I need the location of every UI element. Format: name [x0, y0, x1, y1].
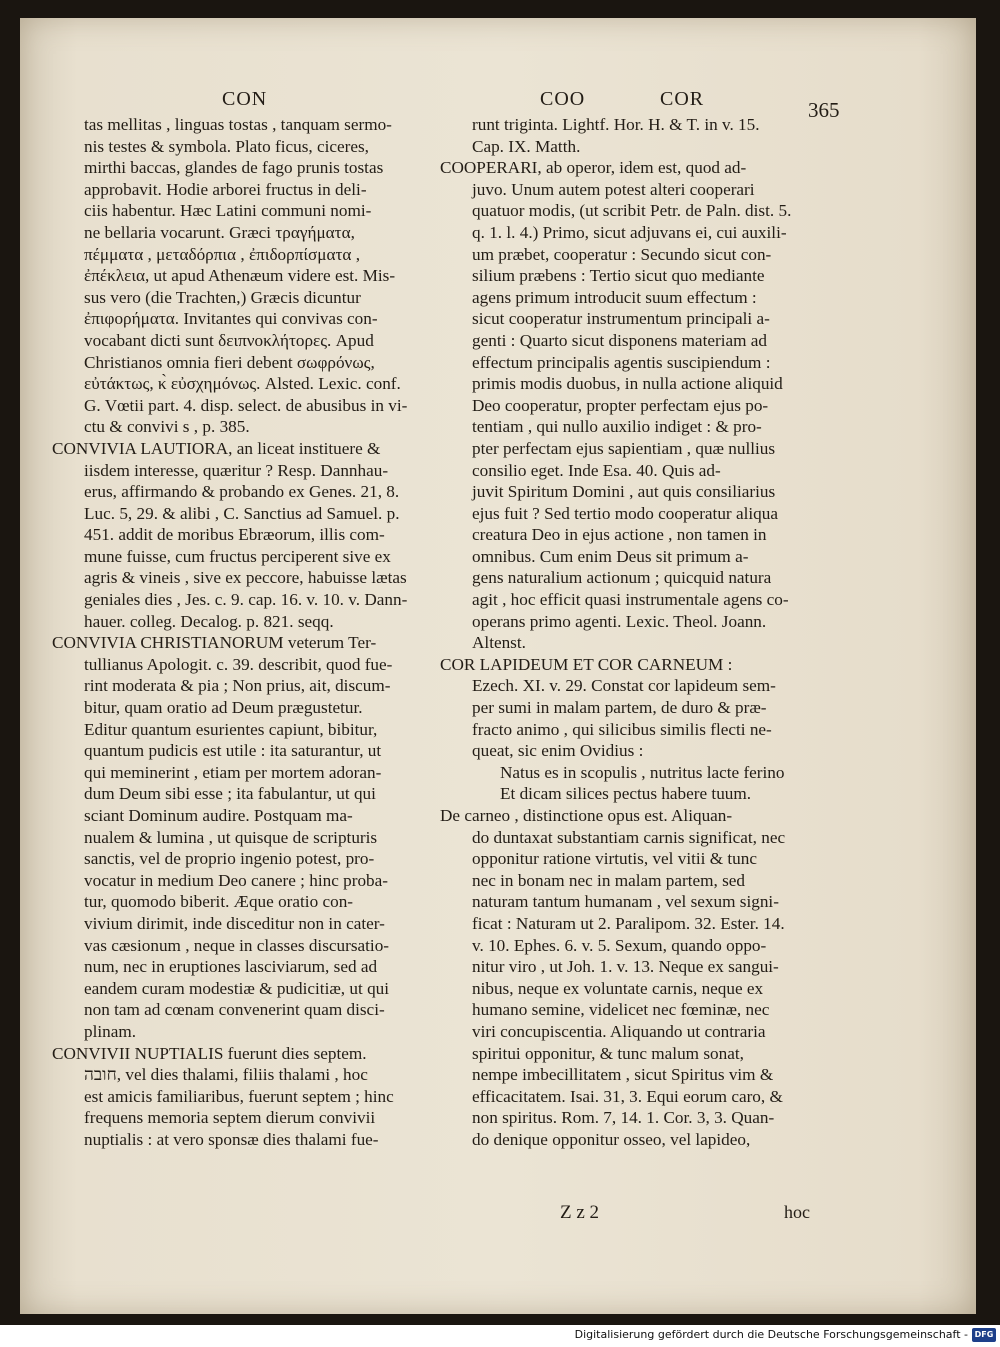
text-line: CONVIVII NUPTIALIS fuerunt dies septem. [52, 1043, 367, 1063]
text-line: primis modis duobus, in nulla actione aliquid [472, 374, 783, 394]
signature-mark: Z z 2 [560, 1202, 600, 1223]
text-line: q. 1. l. 4.) Primo, sicut adjuvans ei, cui auxili- [472, 222, 787, 242]
text-line: tur, quomodo biberit. Æque oratio con- [84, 892, 354, 912]
page-number: 365 [808, 98, 840, 122]
text-line: approbavit. Hodie arborei fructus in deli- [84, 179, 367, 199]
text-line: hauer. colleg. Decalog. p. 821. seqq. [84, 611, 334, 631]
text-line: efficacitatem. Isai. 31, 3. Equi eorum caro, & [472, 1086, 783, 1106]
text-line: opponitur ratione virtutis, vel vitii & tunc [472, 849, 757, 869]
text-line: Ezech. XI. v. 29. Constat cor lapideum sem- [472, 676, 776, 696]
text-line: COOPERARI, ab operor, idem est, quod ad- [440, 158, 747, 178]
text-line: sicut cooperatur instrumentum principali a- [472, 309, 770, 329]
text-line: sciant Dominum audire. Postquam ma- [84, 806, 353, 825]
text-line: silium præbens : Tertio sicut quo mediante [472, 266, 765, 286]
text-line: frequens memoria septem dierum convivii [84, 1108, 376, 1128]
text-line: gens naturalium actionum ; quicquid natura [472, 568, 772, 588]
text-line: ctu & convivi s , p. 385. [84, 417, 250, 437]
digitization-strip [0, 1325, 1000, 1347]
text-line: CONVIVIA CHRISTIANORUM veterum Ter- [52, 633, 377, 653]
running-head-middle-right: COR [660, 88, 705, 110]
text-line: πέμματα , μεταδόρπια , ἐπιδορπίσματα , [84, 244, 361, 264]
text-line: rint moderata & pia ; Non prius, ait, discum- [84, 676, 391, 696]
text-line: Christianos omnia fieri debent σωφρόνως, [84, 352, 375, 372]
running-head-left: CON [222, 88, 268, 110]
text-line: nis testes & symbola. Plato ficus, ciceres, [84, 136, 369, 156]
text-line: nuptialis : at vero sponsæ dies thalami fue- [84, 1129, 379, 1149]
text-line: qui meminerint , etiam per mortem adoran- [84, 762, 382, 782]
text-line: v. 10. Ephes. 6. v. 5. Sexum, quando oppo- [472, 935, 767, 955]
text-line: Deo cooperatur, propter perfectam ejus po- [472, 395, 769, 415]
text-line: non spiritus. Rom. 7, 14. 1. Cor. 3, 3. Quan- [472, 1108, 775, 1128]
text-line: juvo. Unum autem potest alteri cooperari [472, 179, 755, 199]
text-line: vivium dirimit, inde disceditur non in cater- [84, 913, 385, 933]
text-line: G. Vœtii part. 4. disp. select. de abusibus in vi- [84, 395, 408, 415]
text-line: nitur viro , ut Joh. 1. v. 13. Neque ex sangui- [472, 957, 779, 977]
text-line: vas cæsionum , neque in classes discursatio- [84, 935, 390, 955]
text-line: erus, affirmando & probando ex Genes. 21, 8. [84, 482, 400, 502]
text-line: ficat : Naturam ut 2. Paralipom. 32. Ester. 14. [472, 913, 785, 933]
text-line: Altenst. [472, 633, 526, 653]
text-line: nualem & lumina , ut quisque de scripturis [84, 827, 378, 847]
text-line: Cap. IX. Matth. [472, 136, 581, 156]
text-line: effectum principalis agentis suscipiendum : [472, 352, 771, 372]
text-line: Et dicam silices pectus habere tuum. [500, 784, 752, 804]
text-line: runt triginta. Lightf. Hor. H. & T. in v. 15. [472, 115, 760, 134]
text-line: creatura Deo in ejus actione , non tamen in [472, 525, 767, 545]
text-line: vocabant dicti sunt δειπνοκλήτορες. Apud [84, 330, 374, 350]
text-line: Natus es in scopulis , nutritus lacte ferino [500, 762, 785, 782]
text-line: tas mellitas , linguas tostas , tanquam sermo- [84, 115, 392, 134]
left-text-column [52, 114, 438, 1151]
text-line: εὐτάκτως, κ̀ εὐσχημόνως. Alsted. Lexic. conf. [84, 374, 401, 394]
text-line: tullianus Apologit. c. 39. describit, quod fue- [84, 654, 393, 674]
text-line: mirthi baccas, glandes de fago prunis tostas [84, 158, 384, 178]
text-line: per sumi in malam partem, de duro & præ- [472, 698, 767, 718]
text-line: do denique opponitur osseo, vel lapideo, [472, 1129, 751, 1149]
text-line: COR LAPIDEUM ET COR CARNEUM : [440, 654, 733, 674]
text-line: חובה, vel dies thalami, filiis thalami , hoc [84, 1065, 368, 1085]
text-line: mune fuisse, cum fructus perciperent sive ex [84, 546, 391, 566]
text-line: queat, sic enim Ovidius : [472, 741, 644, 761]
text-line: Editur quantum esurientes capiunt, bibitur, [84, 719, 378, 739]
text-line: fracto animo , qui silicibus similis flecti ne- [472, 719, 772, 739]
text-line: eandem curam modestiæ & pudicitiæ, ut qui [84, 978, 390, 998]
text-line: quantum pudicis est utile : ita saturantur, ut [84, 741, 382, 761]
text-line: genti : Quarto sicut disponens materiam ad [472, 330, 767, 350]
text-line: dum Deum sibi esse ; ita fabulantur, ut qui [84, 784, 376, 804]
text-line: um præbet, cooperatur : Secundo sicut con- [472, 244, 772, 264]
text-line: vocatur in medium Deo canere ; hinc proba- [84, 870, 389, 890]
text-line: viri concupiscentia. Aliquando ut contraria [472, 1021, 766, 1041]
dfg-logo: DFG [972, 1328, 996, 1342]
funding-notice: Digitalisierung gefördert durch die Deutsche Forschungsgemeinschaft - [574, 1328, 968, 1341]
text-line: non tam ad cœnam convenerint quam disci- [84, 1000, 385, 1020]
text-line: est amicis familiaribus, fuerunt septem ; hinc [84, 1086, 394, 1106]
text-line: De carneo , distinctione opus est. Aliquan- [440, 806, 733, 825]
text-line: sanctis, vel de proprio ingenio potest, pro- [84, 849, 375, 869]
text-line: tentiam , qui nullo auxilio indiget : & pro- [472, 417, 762, 437]
catchword: hoc [784, 1202, 810, 1222]
text-line: ἐπέκλεια, ut apud Athenæum videre est. Mis- [84, 266, 396, 286]
text-line: spiritui opponitur, & tunc malum sonat, [472, 1043, 744, 1063]
text-line: bitur, quam oratio ad Deum prægustetur. [84, 698, 363, 718]
text-line: geniales dies , Jes. c. 9. cap. 16. v. 10. v. Dann- [84, 590, 408, 610]
text-line: CONVIVIA LAUTIORA, an liceat instituere & [52, 438, 381, 458]
text-line: agris & vineis , sive ex peccore, habuisse lætas [84, 568, 407, 588]
text-line: agit , hoc efficit quasi instrumentale agens co- [472, 590, 789, 610]
text-line: ejus fuit ? Sed tertio modo cooperatur aliqua [472, 503, 778, 523]
text-line: sus vero (die Trachten,) Græcis dicuntur [84, 287, 361, 307]
text-line: operans primo agenti. Lexic. Theol. Joann. [472, 611, 767, 631]
text-line: ciis habentur. Hæc Latini communi nomi- [84, 201, 372, 221]
text-line: 451. addit de moribus Ebræorum, illis com- [84, 525, 385, 545]
text-line: do duntaxat substantiam carnis significat, nec [472, 827, 786, 847]
text-line: agens primum introducit suum effectum : [472, 287, 757, 307]
text-line: juvit Spiritum Domini , aut quis consiliarius [472, 482, 776, 502]
text-line: nempe imbecillitatem , sicut Spiritus vim & [472, 1065, 774, 1085]
text-line: ne bellaria vocarunt. Græci τραγήματα, [84, 222, 355, 242]
running-head-middle-left: COO [540, 88, 586, 110]
text-line: pter perfectam ejus sapientiam , quæ nullius [472, 438, 776, 458]
text-line: nibus, neque ex voluntate carnis, neque ex [472, 978, 764, 998]
text-line: omnibus. Cum enim Deus sit primum a- [472, 546, 749, 566]
text-line: iisdem interesse, quæritur ? Resp. Dannhau- [84, 460, 389, 480]
text-line: num, nec in eruptiones lasciviarum, sed ad [84, 957, 378, 977]
book-page [20, 18, 976, 1314]
text-line: plinam. [84, 1021, 137, 1041]
text-line: quatuor modis, (ut scribit Petr. de Paln. dist. 5. [472, 201, 792, 221]
text-line: ἐπιφορήματα. Invitantes qui convivas con- [84, 309, 378, 329]
text-line: Luc. 5, 29. & alibi , C. Sanctius ad Samuel. p. [84, 503, 400, 523]
text-line: humano semine, videlicet nec fœminæ, nec [472, 1000, 770, 1020]
text-line: consilio eget. Inde Esa. 40. Quis ad- [472, 460, 721, 480]
text-line: naturam tantum humanam , vel sexum signi- [472, 892, 779, 912]
right-text-column [440, 114, 830, 1151]
text-line: nec in bonam nec in malam partem, sed [472, 870, 745, 890]
